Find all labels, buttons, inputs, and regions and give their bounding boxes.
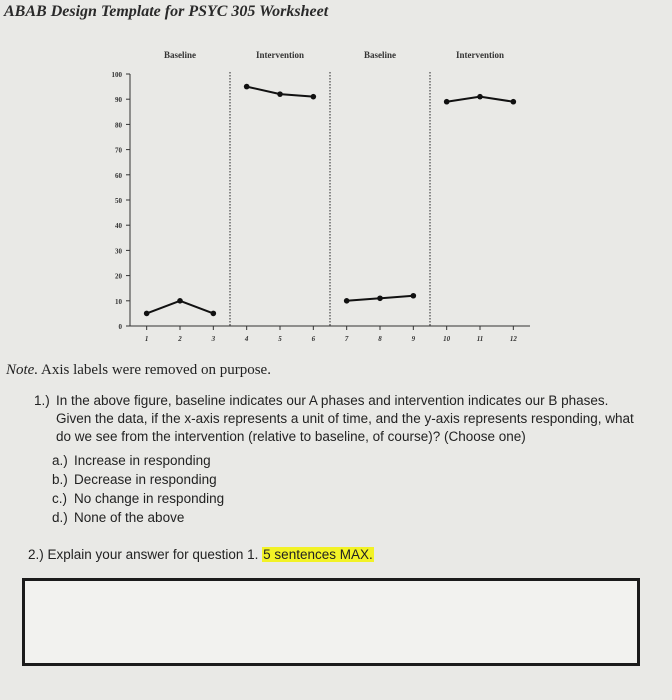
x-tick-label: 8 — [378, 335, 382, 343]
phase-label: Baseline — [163, 50, 197, 60]
x-tick-label: 10 — [443, 335, 451, 343]
y-tick-label: 70 — [115, 146, 122, 155]
phase-label: Baseline — [363, 50, 397, 60]
choice-letter: c.) — [52, 491, 67, 506]
answer-box[interactable] — [22, 578, 640, 666]
data-point — [477, 94, 483, 100]
data-point — [311, 94, 317, 100]
choice-letter: b.) — [52, 472, 68, 487]
data-point — [144, 311, 150, 317]
y-tick-label: 100 — [111, 71, 122, 79]
choice-a[interactable] — [52, 451, 224, 470]
abab-chart — [90, 44, 570, 354]
choice-text: None of the above — [74, 510, 185, 525]
question-1-number: 1.) — [34, 393, 50, 408]
choice-b[interactable] — [52, 470, 224, 489]
x-tick-label: 12 — [509, 335, 517, 343]
x-tick-label: 3 — [211, 335, 216, 343]
x-tick-label: 11 — [476, 335, 484, 343]
phase-label: Intervention — [456, 50, 504, 60]
x-tick-label: 4 — [244, 335, 249, 343]
question-2 — [28, 547, 374, 562]
question-2-text: Explain your answer for question 1. — [47, 547, 259, 562]
y-tick-label: 80 — [115, 121, 122, 130]
y-tick-label: 20 — [115, 272, 122, 281]
choice-letter: a.) — [52, 453, 68, 468]
y-tick-label: 30 — [115, 247, 122, 256]
data-point — [244, 84, 250, 90]
data-point — [344, 298, 350, 304]
data-point — [277, 91, 283, 97]
data-point — [177, 298, 183, 304]
data-point — [377, 295, 383, 301]
question-1 — [34, 392, 634, 446]
y-tick-label: 0 — [118, 323, 122, 331]
choice-letter: d.) — [52, 510, 68, 525]
note — [6, 362, 271, 379]
note-text: Axis labels were removed on purpose. — [38, 362, 271, 378]
phase-label: Intervention — [256, 50, 304, 60]
x-tick-label: 1 — [144, 335, 149, 343]
y-tick-label: 40 — [115, 222, 122, 231]
x-tick-label: 7 — [344, 335, 349, 343]
choice-c[interactable] — [52, 489, 224, 508]
data-point — [211, 311, 217, 317]
y-tick-label: 90 — [115, 96, 122, 105]
question-1-text: In the above figure, baseline indicates our A phases and intervention indicates our B phases. Given the data, if the x-axis represents a unit of time, and the y-axis represents responding, what do we see from the intervention (relative to baseline, of course)? (Choose one) — [56, 393, 634, 444]
y-tick-label: 50 — [115, 197, 122, 205]
question-1-choices — [52, 451, 224, 527]
x-tick-label: 9 — [411, 335, 416, 343]
choice-text: Decrease in responding — [74, 472, 217, 487]
choice-text: Increase in responding — [74, 453, 211, 468]
question-2-number: 2.) — [28, 547, 44, 562]
x-tick-label: 5 — [278, 335, 282, 343]
x-tick-label: 2 — [178, 335, 182, 343]
y-tick-label: 60 — [115, 171, 122, 180]
note-label: Note. — [6, 362, 39, 378]
data-point — [444, 99, 450, 105]
data-point — [411, 293, 417, 299]
choice-text: No change in responding — [74, 491, 225, 506]
worksheet-title: ABAB Design Template for PSYC 305 Worksheet — [4, 3, 329, 20]
choice-d[interactable] — [52, 508, 224, 527]
question-2-highlight: 5 sentences MAX. — [263, 547, 373, 562]
x-tick-label: 6 — [311, 335, 316, 343]
y-tick-label: 10 — [115, 297, 122, 306]
data-point — [511, 99, 517, 105]
